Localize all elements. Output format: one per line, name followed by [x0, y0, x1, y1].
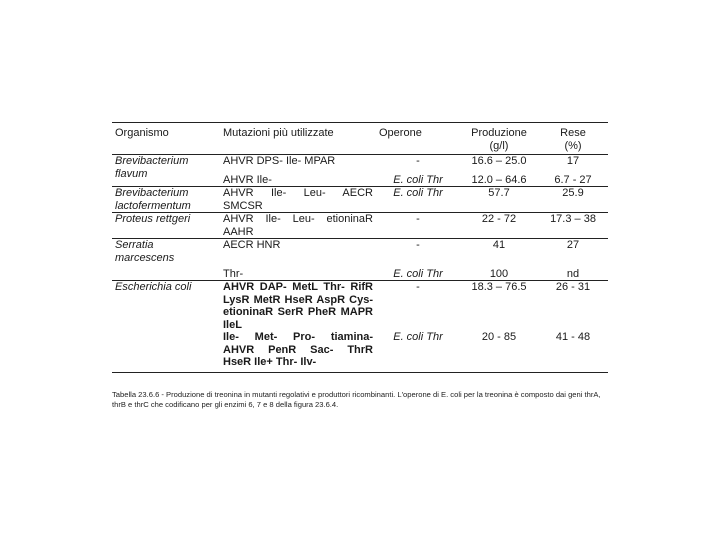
- table-row: [112, 187, 608, 213]
- mutations-cell: Ile- Met- Pro- tiamina- AHVR PenR Sac- ThrR HseR Ile+ Thr- Ilv-: [223, 331, 373, 368]
- production-cell: 16.6 – 25.0: [471, 155, 527, 167]
- operon-cell: E. coli Thr: [393, 267, 443, 280]
- operon-cell: -: [416, 213, 420, 225]
- table-caption: Tabella 23.6.6 - Produzione di treonina in mutanti regolativi e produttori ricombinanti. L'operone di E. coli per la treonina è composto dai geni thrA, thrB e thrC che codificano per gli enzimi 6, 7 e 8 della figura 23.6.4.: [112, 390, 601, 409]
- header-organismo: Organismo: [115, 127, 169, 139]
- table-row: [112, 213, 608, 239]
- organism-cell: Brevibacterium lactofermentum: [115, 187, 191, 212]
- header-produzione: Produzione (g/l): [471, 127, 527, 152]
- organism-cell: Escherichia coli: [115, 281, 192, 293]
- organism-cell: Serratia marcescens: [115, 239, 175, 264]
- production-cell: 41: [492, 239, 506, 251]
- operon-cell: E. coli Thr: [393, 173, 443, 186]
- yield-cell: 27: [566, 239, 580, 251]
- group-brevibacterium-flavum: [112, 155, 608, 187]
- yield-cell: 6.7 - 27: [554, 173, 592, 186]
- table-row: [112, 239, 608, 252]
- threonine-table-wrapper: [112, 122, 608, 373]
- threonine-production-table: [112, 122, 608, 373]
- mutations-cell: AHVR Ile- Leu- etioninaR AAHR: [223, 213, 373, 238]
- operon-cell: E. coli Thr: [393, 187, 443, 199]
- yield-cell: 17.3 – 38: [550, 213, 596, 225]
- header-mutazioni: Mutazioni più utilizzate: [223, 127, 334, 139]
- mutations-cell: AHVR Ile-: [223, 173, 272, 186]
- mutations-cell: AHVR DAP- MetL Thr- RifR LysR MetR HseR AspR Cys- etioninaR SerR PheR MAPR IleL: [223, 281, 373, 331]
- production-cell: 12.0 – 64.6: [471, 173, 527, 186]
- operon-cell: -: [416, 239, 420, 251]
- group-proteus-rettgeri: [112, 213, 608, 239]
- yield-cell: 26 - 31: [555, 281, 591, 293]
- yield-cell: 41 - 48: [555, 331, 591, 343]
- production-cell: 18.3 – 76.5: [471, 281, 527, 293]
- yield-cell: 17: [566, 155, 580, 167]
- header-operone: Operone: [379, 127, 422, 139]
- yield-cell: 25.9: [562, 187, 584, 199]
- production-cell: 100: [489, 267, 509, 280]
- header-rese: Rese (%): [560, 127, 586, 152]
- table-header-row: [112, 123, 608, 155]
- production-cell: 57.7: [488, 187, 510, 199]
- operon-cell: -: [416, 281, 420, 293]
- mutations-cell: AECR HNR: [223, 239, 281, 251]
- group-brevibacterium-lactofermentum: [112, 187, 608, 213]
- production-cell: 22 - 72: [481, 213, 517, 225]
- mutations-cell: Thr-: [223, 267, 244, 280]
- organism-cell: Proteus rettgeri: [115, 213, 191, 225]
- group-serratia-marcescens: [112, 239, 608, 281]
- group-escherichia-coli: [112, 281, 608, 373]
- table-row: [112, 155, 608, 168]
- table-row: [112, 281, 608, 332]
- mutations-cell: AHVR DPS- Ile- MPAR: [223, 155, 336, 167]
- operon-cell: E. coli Thr: [393, 331, 443, 343]
- mutations-cell: AHVR Ile- Leu- AECR SMCSR: [223, 187, 373, 212]
- operon-cell: -: [416, 155, 420, 167]
- production-cell: 20 - 85: [481, 331, 517, 343]
- organism-cell: Brevibacterium flavum: [115, 155, 189, 180]
- yield-cell: nd: [566, 267, 580, 280]
